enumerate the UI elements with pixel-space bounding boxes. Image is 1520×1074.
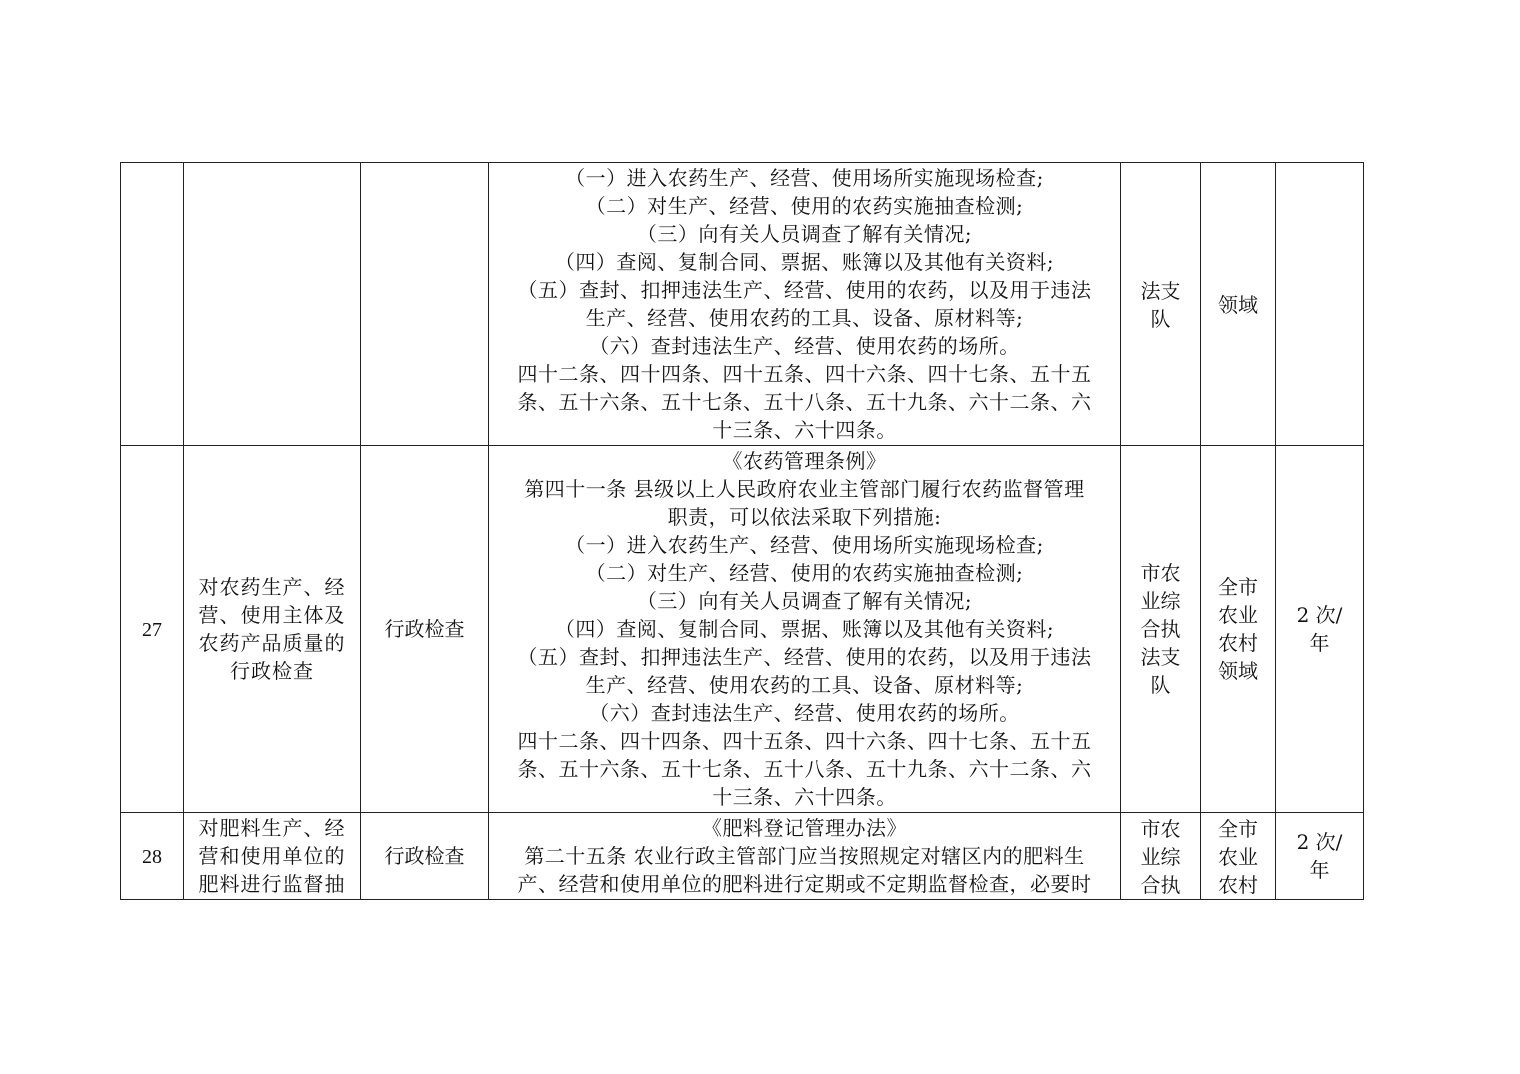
basis-line: 四十二条、四十四条、四十五条、四十六条、四十七条、五十五: [517, 729, 1092, 753]
scope-cell: [1201, 163, 1276, 446]
category-cell: [361, 813, 489, 900]
basis-line: （二）对生产、经营、使用的农药实施抽查检测;: [585, 561, 1024, 585]
scope-cell: [1201, 813, 1276, 900]
basis-line: （二）对生产、经营、使用的农药实施抽查检测;: [585, 194, 1024, 218]
basis-line: （四）查阅、复制合同、票据、账簿以及其他有关资料;: [554, 617, 1055, 641]
basis-line: （三）向有关人员调查了解有关情况;: [636, 222, 973, 246]
row-number-cell: [121, 813, 184, 900]
category-label: 行政检查: [384, 844, 465, 868]
item-cell: [184, 163, 361, 446]
basis-line: 第二十五条 农业行政主管部门应当按照规定对辖区内的肥料生: [524, 844, 1085, 868]
scope-cell: [1201, 446, 1276, 813]
basis-line: 生产、经营、使用农药的工具、设备、原材料等;: [585, 306, 1024, 330]
basis-line: 四十二条、四十四条、四十五条、四十六条、四十七条、五十五: [517, 362, 1092, 386]
legal-basis-cell: [489, 813, 1121, 900]
agency-text: 市农 业综 合执 法支 队: [1140, 561, 1181, 697]
category-label: 行政检查: [384, 617, 465, 641]
basis-line: （一）进入农药生产、经营、使用场所实施现场检查;: [565, 166, 1044, 190]
frequency-text: 2 次/ 年: [1296, 603, 1343, 655]
table-row: [121, 813, 1364, 900]
inspection-table: [120, 162, 1364, 900]
agency-cell: [1121, 163, 1201, 446]
table-row: [121, 446, 1364, 813]
basis-line: 《农药管理条例》: [722, 449, 887, 473]
scope-text: 全市 农业 农村: [1218, 817, 1258, 897]
row-number-cell: [121, 163, 184, 446]
frequency-cell: [1276, 163, 1364, 446]
basis-line: （六）查封违法生产、经营、使用农药的场所。: [589, 701, 1020, 725]
agency-text: 市农 业综 合执: [1140, 817, 1181, 897]
row-number-cell: [121, 446, 184, 813]
item-name: 对肥料生产、经营和使用单位的肥料进行监督抽: [198, 816, 346, 896]
scope-text: 领域: [1218, 293, 1258, 317]
basis-line: 十三条、六十四条。: [712, 785, 897, 809]
item-cell: [184, 446, 361, 813]
row-number: 27: [142, 618, 162, 641]
basis-line: 十三条、六十四条。: [712, 418, 897, 442]
basis-line: （六）查封违法生产、经营、使用农药的场所。: [589, 334, 1020, 358]
frequency-text: 2 次/ 年: [1296, 830, 1343, 882]
basis-line: （一）进入农药生产、经营、使用场所实施现场检查;: [565, 533, 1044, 557]
legal-basis-cell: [489, 446, 1121, 813]
basis-line: 生产、经营、使用农药的工具、设备、原材料等;: [585, 673, 1024, 697]
category-cell: [361, 446, 489, 813]
agency-cell: [1121, 813, 1201, 900]
basis-line: 条、五十六条、五十七条、五十八条、五十九条、六十二条、六: [517, 757, 1092, 781]
scope-text: 全市 农业 农村 领域: [1218, 575, 1258, 683]
frequency-cell: [1276, 813, 1364, 900]
basis-line: 产、经营和使用单位的肥料进行定期或不定期监督检查，必要时: [517, 872, 1092, 896]
basis-line: （三）向有关人员调查了解有关情况;: [636, 589, 973, 613]
basis-line: 条、五十六条、五十七条、五十八条、五十九条、六十二条、六: [517, 390, 1092, 414]
basis-line: （五）查封、扣押违法生产、经营、使用的农药，以及用于违法: [517, 645, 1092, 669]
basis-line: （四）查阅、复制合同、票据、账簿以及其他有关资料;: [554, 250, 1055, 274]
basis-line: 职责，可以依法采取下列措施:: [667, 505, 942, 529]
category-cell: [361, 163, 489, 446]
item-cell: [184, 813, 361, 900]
table-row: [121, 163, 1364, 446]
basis-line: 第四十一条 县级以上人民政府农业主管部门履行农药监督管理: [524, 477, 1085, 501]
agency-text: 法支 队: [1140, 279, 1181, 331]
basis-line: （五）查封、扣押违法生产、经营、使用的农药，以及用于违法: [517, 278, 1092, 302]
agency-cell: [1121, 446, 1201, 813]
basis-line: 《肥料登记管理办法》: [702, 816, 907, 840]
item-name: 对农药生产、经营、使用主体及农药产品质量的行政检查: [198, 575, 346, 683]
legal-basis-cell: [489, 163, 1121, 446]
row-number: 28: [142, 845, 162, 868]
frequency-cell: [1276, 446, 1364, 813]
